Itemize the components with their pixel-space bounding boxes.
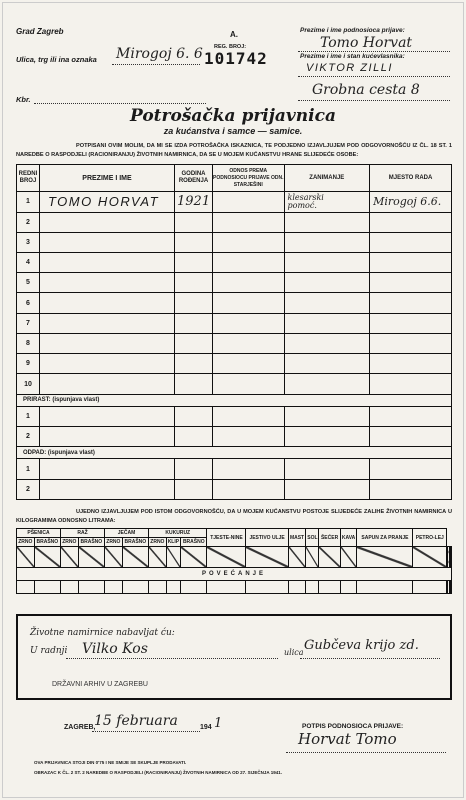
sub-label: BRAŠNO xyxy=(181,538,207,547)
submitter-line xyxy=(298,51,450,52)
table-row xyxy=(17,333,452,353)
landlord-address: Grobna cesta 8 xyxy=(312,82,420,98)
row-number: 1 xyxy=(17,459,40,479)
increase-label: POVEĆANJE xyxy=(17,568,452,581)
form-letter: A. xyxy=(230,30,238,39)
table-row xyxy=(17,313,452,333)
date-value: 15 februara xyxy=(94,713,178,729)
entry-occupation-cell xyxy=(284,192,370,212)
group-pasta: TJESTE-NINE xyxy=(207,529,246,547)
entry-year-cell xyxy=(175,192,213,212)
table-row xyxy=(17,479,452,499)
group-wheat: PŠENICA xyxy=(17,529,61,538)
table-row xyxy=(17,459,452,479)
group-petroleum: PETRO-LEJ xyxy=(413,529,447,547)
col-ordinal: REDNI BROJ xyxy=(17,165,40,192)
date-line xyxy=(92,731,200,732)
sub-label: ZRNO xyxy=(150,539,165,545)
entry-workplace: Mirogoj 6.6. xyxy=(373,195,442,209)
landlord-name-line xyxy=(298,76,450,77)
sub-label: BRAŠNO xyxy=(78,538,104,547)
entry-workplace-cell xyxy=(370,192,452,212)
year-suffix: 1 xyxy=(214,716,223,731)
table-row xyxy=(17,427,452,447)
col-year: GODINA ROĐENJA xyxy=(175,165,213,192)
supplies-group-row xyxy=(17,529,452,538)
street-label: Ulica, trg ili ina oznaka xyxy=(16,55,97,64)
group-oil: JESTIVO ULJE xyxy=(246,529,288,547)
entry-occupation: klesarski pomoć. xyxy=(287,192,324,210)
row-number: 1 xyxy=(17,192,40,212)
place-label: ZAGREB, xyxy=(64,724,96,731)
col-occupation: ZANIMANJE xyxy=(284,165,370,192)
shop-street-line xyxy=(300,658,440,659)
sub-label: BRAŠNO xyxy=(122,538,148,547)
shop-value: Vilko Kos xyxy=(82,641,148,657)
supplies-increase-header xyxy=(17,568,452,581)
landlord-address-line xyxy=(298,100,450,101)
row-number: 6 xyxy=(17,293,40,313)
landlord-label: Prezime i ime i stan kućevlasnika: xyxy=(300,53,405,60)
row-number: 1 xyxy=(17,406,40,426)
reg-number: 101742 xyxy=(204,49,268,68)
sub-label: ZRNO xyxy=(106,539,121,545)
entry-relation-cell xyxy=(212,192,284,212)
row-number: 2 xyxy=(17,427,40,447)
persons-table xyxy=(16,164,452,500)
city-label: Grad Zagreb xyxy=(16,27,64,36)
col-name: PREZIME I IME xyxy=(39,165,174,192)
kbr-label: Kbr. xyxy=(16,95,31,104)
group-sugar: ŠEĆER xyxy=(319,529,340,547)
form-title: Potrošačka prijavnica xyxy=(130,106,336,126)
shop-label: U radnji xyxy=(30,646,68,656)
table-row xyxy=(17,273,452,293)
entry-name: TOMO HORVAT xyxy=(47,194,160,210)
row-number: 4 xyxy=(17,253,40,273)
year-prefix: 194 xyxy=(200,724,212,731)
supplies-text: UJEDNO IZJAVLJUJEM POD ISTOM ODGOVORNOŠĆU, DA U MOJEM KUĆANSTVU POSTOJE SLIJEDEĆE ZALIHE ŽIVOTNIH NAMIRNICA U KILOGRAMIMA ODNOSNO LITRAMA: xyxy=(16,509,452,524)
row-number: 2 xyxy=(17,479,40,499)
group-barley: JEČAM xyxy=(105,529,149,538)
street-line xyxy=(112,64,200,65)
sub-label: BRAŠNO xyxy=(34,538,60,547)
row-number: 8 xyxy=(17,333,40,353)
price-note: OVA PRIJAVNICA STOJI DIN 0'75 I NE SMIJE SE SKUPLJE PRODAVATI. xyxy=(34,760,187,765)
submitter-label: Prezime i ime podnosioca prijave: xyxy=(300,27,405,34)
table-row xyxy=(17,253,452,273)
table-row xyxy=(17,406,452,426)
kbr-line xyxy=(34,103,206,104)
odpad-section xyxy=(17,447,452,459)
sub-label: ZRNO xyxy=(62,539,77,545)
archive-stamp: DRŽAVNI ARHIV U ZAGREBU xyxy=(52,681,148,688)
group-salt: SOL xyxy=(306,529,319,547)
shop-street-value: Gubčeva krijo zd. xyxy=(304,638,419,653)
sub-label: ZRNO xyxy=(18,539,33,545)
row-number: 5 xyxy=(17,273,40,293)
entry-year: 1921 xyxy=(177,194,211,210)
row-number: 7 xyxy=(17,313,40,333)
prirast-section xyxy=(17,394,452,406)
odpad-label: ODPAD: (ispunjava vlast) xyxy=(17,447,452,459)
group-corn: KUKURUZ xyxy=(149,529,207,538)
signature-line xyxy=(286,752,446,753)
row-number: 10 xyxy=(17,374,40,394)
group-lard: MAST xyxy=(288,529,306,547)
prirast-label: PRIRAST: (ispunjava vlast) xyxy=(17,394,452,406)
shop-street-label: ulica xyxy=(284,648,304,657)
submitter-value: Tomo Horvat xyxy=(320,35,413,51)
street-value: Mirogoj 6. 6 xyxy=(116,46,203,62)
row-number: 9 xyxy=(17,354,40,374)
signature-label: POTPIS PODNOSIOCA PRIJAVE: xyxy=(302,723,404,730)
table-row xyxy=(17,293,452,313)
supplies-values-row xyxy=(17,547,452,568)
col-relation: ODNOS PREMA PODNOSIOCU PRIJAVE ODN. STARJEŠINI xyxy=(212,165,284,192)
table-row xyxy=(17,212,452,232)
shop-line xyxy=(66,658,278,659)
table-row xyxy=(17,232,452,252)
table-header xyxy=(17,165,452,192)
table-row xyxy=(17,354,452,374)
table-row xyxy=(17,192,452,212)
intro-text: POTPISANI OVIM MOLIM, DA MI SE IZDA POTROŠAČKA ISKAZNICA, TE PODJEDNO IZJAVLJUJEM POD ODGOVORNOŠĆU IZ ČL. 18 ST. 1 NAREDBE O RASPODJELI (RACIONIRANJU) ŽIVOTNIH NAMIRNICA, DA SE U MOJEM KUĆANSTVU HRANE SLIJEDEĆE OSOBE: xyxy=(16,143,452,158)
group-soap: SAPUN ZA PRANJE xyxy=(357,529,413,547)
table-row xyxy=(17,374,452,394)
entry-name-cell xyxy=(39,192,174,212)
reg-label: REG. BROJ: xyxy=(214,44,247,50)
sub-label: KLIP xyxy=(167,539,180,545)
form-subtitle: za kućanstva i samce — samice. xyxy=(163,126,303,136)
group-coffee: KAVA xyxy=(340,529,357,547)
regulation-note: OBRAZAC K ČL. 2 ST. 2 NAREDBE O RASPODJELI (RACIONIRANJU) ŽIVOTNIH NAMIRNICA OD 27. SIJEČNJA 1941. xyxy=(34,770,282,775)
shop-intro-label: Životne namirnice nabavljat ću: xyxy=(30,628,175,638)
row-number: 2 xyxy=(17,212,40,232)
landlord-name: VIKTOR ZILLI xyxy=(306,62,393,74)
supplies-increase-row xyxy=(17,581,452,594)
col-workplace: MJESTO RADA xyxy=(370,165,452,192)
signature: Horvat Tomo xyxy=(298,730,397,748)
supplies-table xyxy=(16,528,452,594)
row-number: 3 xyxy=(17,232,40,252)
group-rye: RAŽ xyxy=(61,529,105,538)
